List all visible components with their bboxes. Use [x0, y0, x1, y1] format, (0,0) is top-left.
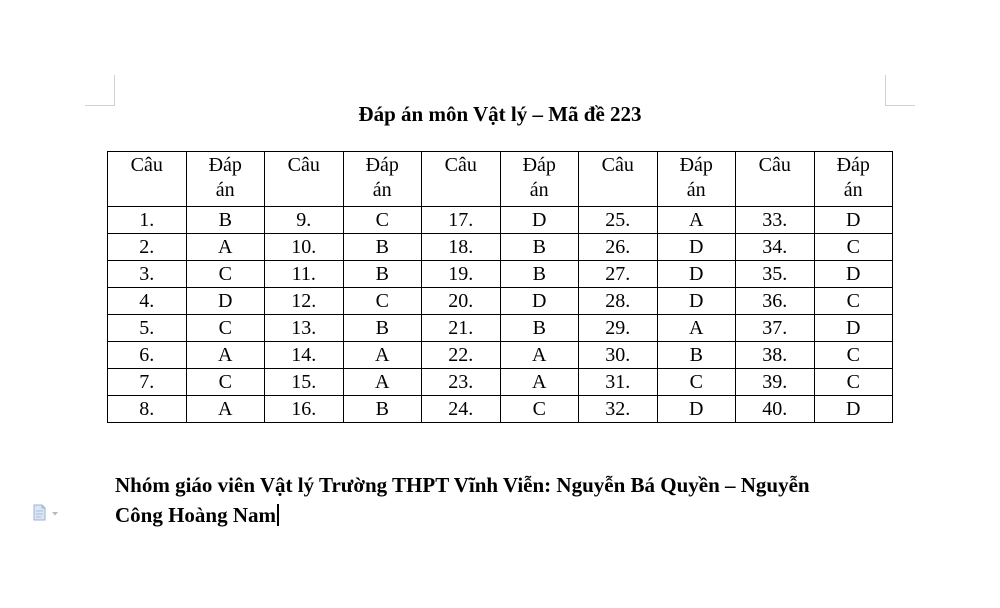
footer-line-2[interactable]: [115, 500, 895, 530]
question-number-cell[interactable]: 7.: [108, 369, 187, 396]
answer-cell[interactable]: D: [657, 261, 736, 288]
answer-cell[interactable]: C: [343, 207, 422, 234]
answer-cell[interactable]: C: [500, 396, 579, 423]
question-number-cell[interactable]: 19.: [422, 261, 501, 288]
question-number-cell[interactable]: 39.: [736, 369, 815, 396]
question-number-cell[interactable]: 14.: [265, 342, 344, 369]
answer-header-cell[interactable]: Đáp án: [186, 152, 265, 207]
table-row: [108, 261, 893, 288]
question-number-cell[interactable]: 24.: [422, 396, 501, 423]
question-number-cell[interactable]: 30.: [579, 342, 658, 369]
question-number-cell[interactable]: 26.: [579, 234, 658, 261]
chevron-down-icon: [52, 512, 58, 516]
answer-cell[interactable]: C: [814, 234, 893, 261]
answer-header-cell[interactable]: Đáp án: [500, 152, 579, 207]
question-number-cell[interactable]: 16.: [265, 396, 344, 423]
answer-cell[interactable]: C: [186, 369, 265, 396]
question-number-cell[interactable]: 27.: [579, 261, 658, 288]
answer-cell[interactable]: B: [343, 261, 422, 288]
text-boundary-mark-top-left: [85, 75, 115, 106]
table-row: [108, 396, 893, 423]
answer-cell[interactable]: D: [814, 315, 893, 342]
answer-cell[interactable]: B: [500, 261, 579, 288]
question-header-cell[interactable]: Câu: [108, 152, 187, 207]
question-number-cell[interactable]: 20.: [422, 288, 501, 315]
question-number-cell[interactable]: 2.: [108, 234, 187, 261]
answer-header-cell[interactable]: Đáp án: [657, 152, 736, 207]
answer-cell[interactable]: B: [343, 315, 422, 342]
answer-cell[interactable]: A: [500, 342, 579, 369]
question-number-cell[interactable]: 5.: [108, 315, 187, 342]
question-number-cell[interactable]: 36.: [736, 288, 815, 315]
question-number-cell[interactable]: 22.: [422, 342, 501, 369]
question-number-cell[interactable]: 34.: [736, 234, 815, 261]
answer-cell[interactable]: A: [500, 369, 579, 396]
question-header-cell[interactable]: Câu: [265, 152, 344, 207]
question-number-cell[interactable]: 35.: [736, 261, 815, 288]
answer-cell[interactable]: A: [657, 315, 736, 342]
table-row: [108, 288, 893, 315]
question-number-cell[interactable]: 8.: [108, 396, 187, 423]
paste-options-icon: [31, 503, 59, 523]
answer-cell[interactable]: D: [814, 396, 893, 423]
footer-line-1[interactable]: Nhóm giáo viên Vật lý Trường THPT Vĩnh Viễn: Nguyễn Bá Quyền – Nguyễn: [115, 473, 810, 497]
question-number-cell[interactable]: 40.: [736, 396, 815, 423]
answer-cell[interactable]: D: [657, 288, 736, 315]
answer-cell[interactable]: C: [343, 288, 422, 315]
question-number-cell[interactable]: 37.: [736, 315, 815, 342]
answer-cell[interactable]: A: [186, 234, 265, 261]
question-number-cell[interactable]: 12.: [265, 288, 344, 315]
question-number-cell[interactable]: 31.: [579, 369, 658, 396]
answer-header-cell[interactable]: Đáp án: [343, 152, 422, 207]
answer-cell[interactable]: A: [343, 342, 422, 369]
answer-cell[interactable]: D: [500, 288, 579, 315]
question-number-cell[interactable]: 38.: [736, 342, 815, 369]
footer-line-2-text[interactable]: Công Hoàng Nam: [115, 503, 277, 527]
document-title[interactable]: Đáp án môn Vật lý – Mã đề 223: [358, 102, 642, 126]
answer-cell[interactable]: C: [814, 342, 893, 369]
answer-cell[interactable]: B: [343, 396, 422, 423]
question-number-cell[interactable]: 4.: [108, 288, 187, 315]
answer-cell[interactable]: A: [186, 396, 265, 423]
question-number-cell[interactable]: 28.: [579, 288, 658, 315]
question-header-cell[interactable]: Câu: [579, 152, 658, 207]
footer-paragraph[interactable]: [115, 470, 895, 530]
question-number-cell[interactable]: 29.: [579, 315, 658, 342]
answer-cell[interactable]: B: [343, 234, 422, 261]
question-number-cell[interactable]: 1.: [108, 207, 187, 234]
question-number-cell[interactable]: 25.: [579, 207, 658, 234]
question-header-cell[interactable]: Câu: [422, 152, 501, 207]
question-number-cell[interactable]: 9.: [265, 207, 344, 234]
answer-table: [107, 151, 893, 423]
question-number-cell[interactable]: 13.: [265, 315, 344, 342]
question-number-cell[interactable]: 17.: [422, 207, 501, 234]
question-number-cell[interactable]: 6.: [108, 342, 187, 369]
table-header-row: [108, 152, 893, 207]
text-cursor-caret: [277, 504, 279, 526]
paste-options-button[interactable]: [31, 503, 59, 523]
answer-cell[interactable]: B: [657, 342, 736, 369]
answer-header-cell[interactable]: Đáp án: [814, 152, 893, 207]
answer-cell[interactable]: C: [814, 369, 893, 396]
answer-cell[interactable]: C: [814, 288, 893, 315]
question-header-cell[interactable]: Câu: [736, 152, 815, 207]
table-row: [108, 315, 893, 342]
question-number-cell[interactable]: 10.: [265, 234, 344, 261]
answer-cell[interactable]: A: [657, 207, 736, 234]
question-number-cell[interactable]: 33.: [736, 207, 815, 234]
answer-cell[interactable]: B: [500, 234, 579, 261]
answer-cell[interactable]: D: [186, 288, 265, 315]
question-number-cell[interactable]: 15.: [265, 369, 344, 396]
question-number-cell[interactable]: 18.: [422, 234, 501, 261]
answer-cell[interactable]: D: [500, 207, 579, 234]
table-row: [108, 234, 893, 261]
answer-cell[interactable]: C: [186, 315, 265, 342]
answer-cell[interactable]: C: [657, 369, 736, 396]
answer-cell[interactable]: D: [814, 261, 893, 288]
text-boundary-mark-top-right: [885, 75, 915, 106]
question-number-cell[interactable]: 32.: [579, 396, 658, 423]
answer-cell[interactable]: D: [657, 234, 736, 261]
table-row: [108, 207, 893, 234]
answer-cell[interactable]: D: [814, 207, 893, 234]
question-number-cell[interactable]: 11.: [265, 261, 344, 288]
answer-cell[interactable]: B: [500, 315, 579, 342]
table-row: [108, 369, 893, 396]
answer-cell[interactable]: C: [186, 261, 265, 288]
answer-cell[interactable]: B: [186, 207, 265, 234]
table-row: [108, 342, 893, 369]
answer-cell[interactable]: A: [186, 342, 265, 369]
question-number-cell[interactable]: 3.: [108, 261, 187, 288]
answer-cell[interactable]: D: [657, 396, 736, 423]
answer-cell[interactable]: A: [343, 369, 422, 396]
question-number-cell[interactable]: 21.: [422, 315, 501, 342]
question-number-cell[interactable]: 23.: [422, 369, 501, 396]
